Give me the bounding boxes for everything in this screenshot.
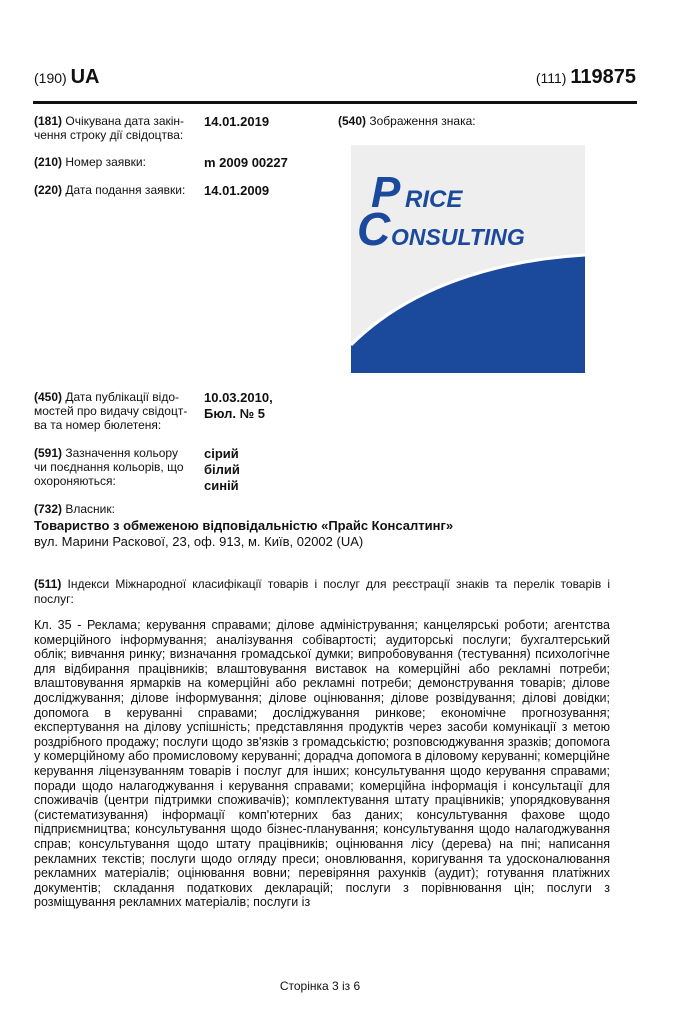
country-code-label: (190) — [34, 70, 67, 86]
logo-word-onsulting: ONSULTING — [391, 224, 525, 250]
expiry-date-value: 14.01.2019 — [204, 114, 270, 129]
logo-initial-c: C — [357, 203, 391, 255]
bulletin-number: Бюл. № 5 — [204, 406, 265, 421]
colors-label: (591) Зазначення кольору чи поєднання кольорів, що охороняються: — [34, 446, 184, 488]
page-number: Сторінка 3 із 6 — [279, 979, 361, 993]
mark-image-label: (540) Зображення знака: — [338, 114, 476, 128]
certificate-number-label: (111) — [535, 70, 567, 86]
publication-date: 10.03.2010, — [204, 390, 273, 405]
expiry-date-label: (181) Очікувана дата закін-чення строку дії свідоцтва: — [34, 114, 185, 142]
certificate-number: 119875 — [570, 66, 636, 88]
color-blue: синій — [204, 478, 239, 493]
application-number-label: (210) Номер заявки: — [34, 155, 146, 169]
owner-name: Товариство з обмеженою відповідальністю «Прайс Консалтинг» — [34, 518, 454, 533]
colors-value — [204, 446, 324, 494]
publication-date-value — [204, 390, 324, 422]
filing-date-label: (220) Дата подання заявки: — [34, 183, 186, 197]
trademark-logo — [351, 145, 585, 373]
certificate-number-header — [536, 66, 636, 89]
header-divider — [33, 101, 637, 104]
classification-label: (511) Індекси Міжнародної класифікації товарів і послуг для реєстрації знаків та перелік товарів і послуг: — [34, 577, 610, 606]
owner-address: вул. Марини Раскової, 23, оф. 913, м. Київ, 02002 (UA) — [34, 534, 364, 549]
color-gray: сірий — [204, 446, 239, 461]
filing-date-value: 14.01.2009 — [204, 183, 270, 198]
logo-initial-p: P — [371, 168, 401, 217]
price-consulting-logo — [351, 145, 585, 373]
logo-word-rice: RICE — [405, 186, 463, 213]
application-number-value: m 2009 00227 — [204, 155, 288, 170]
color-white: білий — [204, 462, 240, 477]
publication-date-label: (450) Дата публікації відо-мостей про видачу свідоцт-ва та номер бюлетеня: — [34, 390, 188, 432]
goods-services-list: Кл. 35 - Реклама; керування справами; ділове адміністрування; канцелярські роботи; агентства комерційного інформування; аналізування собівартості; аудиторські послуги; бухгалтерський облік; вивчання ринку; визначання громадської думки; випробовування (тестування) психологічне для відбирання працівників; влаштовування виставок на комерційні або рекламні потреби; влаштовування ярмарків на комерційні або рекламні потреби; демонстрування товарів; ділове досліджування; ділове інформування; ділове оцінювання; ділове розвідування; ділові довідки; допомога в керуванні справами; досліджування ринкове; економічне прогнозування; експертування на ділову успішність; представляння продуктів через засоби комунікації з метою роздрібного продажу; послуги щодо зв'язків з громадськістю; розповсюджування зразків; допомога у комерційному або промисловому керуванні; дорадча допомога в діловому керуванні; комерційне керування ліцензуванням товарів і послуг для інших; консультування щодо керування справами; поради щодо налагоджування і керування справами; комерційна інформація і консультації для споживачів (центри підтримки споживачів); комплектування штату працівників; упорядковування (систематизування) інформації комп'ютерних баз даних; консультування фахове щодо підприємництва; консультування щодо бізнес-планування; консультування щодо налагоджування справ; консультування щодо штату працівників; оцінювання лісу (дерева) на пні; написання рекламних текстів; послуги щодо огляду преси; оновлювання, коригування та удосконалювання рекламних матеріалів; оцінювання вовни; перевіряння рахунків (аудит); готування платіжних документів; складання податкових декларацій; послуги з порівнювання цін; послуги з розміщування рекламних матеріалів; послуги із — [34, 618, 610, 910]
owner-label: (732) Власник: — [34, 502, 115, 516]
country-code: UA — [70, 66, 100, 88]
country-header — [34, 66, 99, 89]
